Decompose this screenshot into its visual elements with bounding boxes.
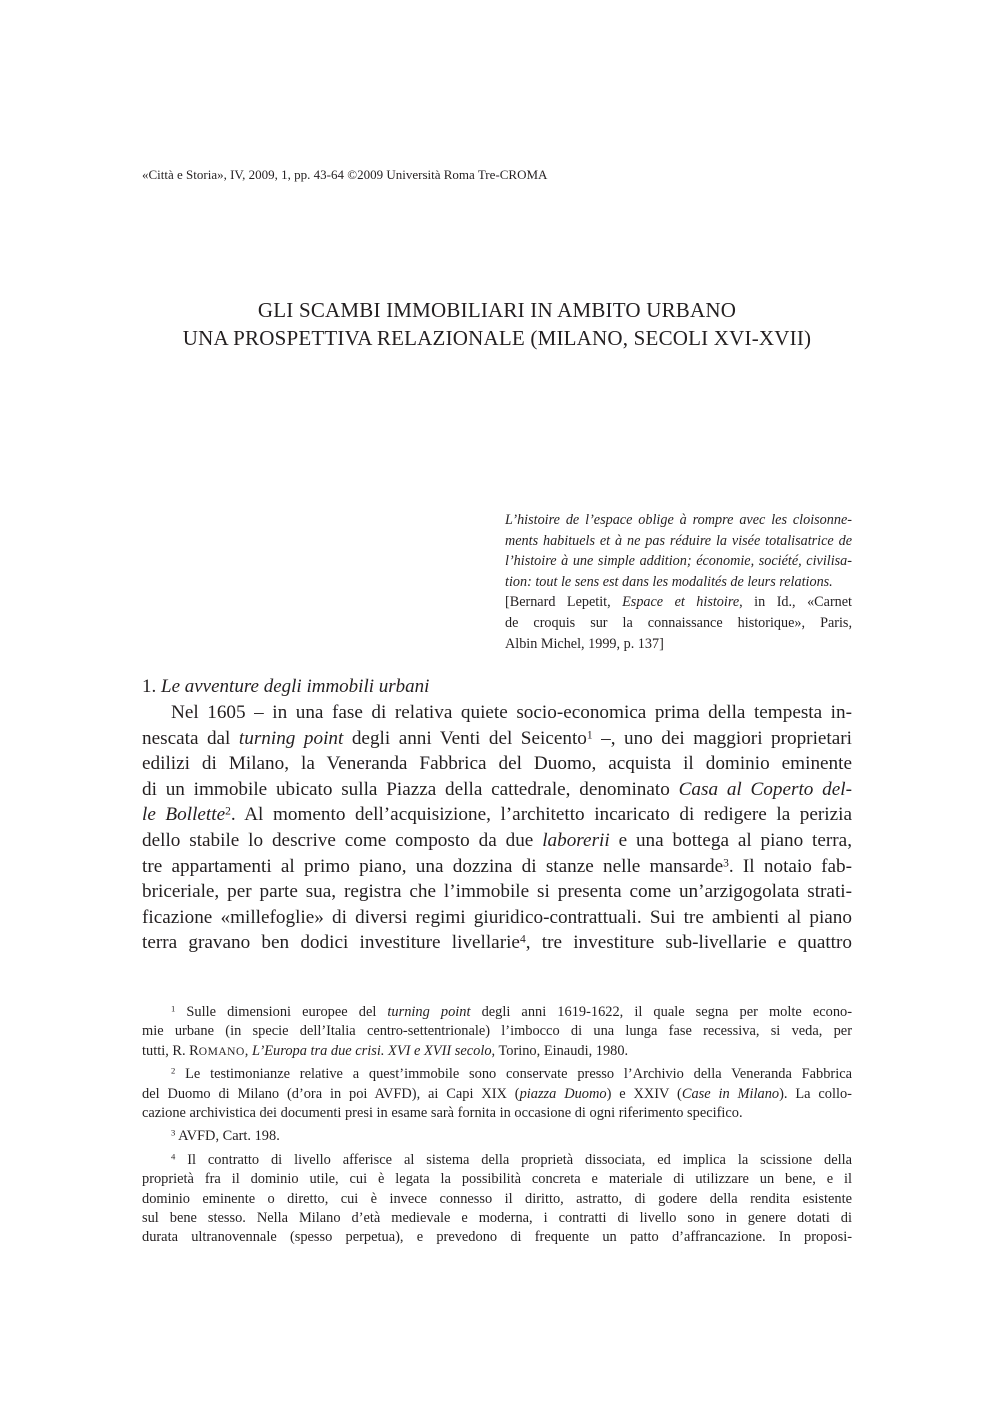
footnote-1: $^1$ Sulle dimensioni europee del turning point degli anni 1619-1622, il quale segna per molte econo-	[171, 1003, 853, 1020]
section-number: 1.	[142, 676, 161, 697]
footnote-ref: 4	[519, 933, 526, 946]
title-line-1: GLI SCAMBI IMMOBILIARI IN AMBITO URBANO	[257, 298, 737, 322]
epigraph-quote-line: ments habituels et à ne pas réduire la visée totalisatrice de	[505, 532, 852, 549]
footnote-line: dominio eminente o diretto, cui è invece connesso il diritto, astratto, di godere della rendita esistente	[142, 1190, 852, 1207]
footnote-line: sul bene stesso. Nella Milano d’età medievale e moderna, i contratti di livello sono in genere dotati di	[142, 1209, 852, 1226]
article-title	[142, 296, 852, 352]
footnote-line: proprietà fra il dominio utile, cui è legata la possibilità concreta e materiale di utilizzare un bene, e il	[142, 1171, 852, 1188]
body-line: Nel 1605 – in una fase di relativa quiete socio-economica prima della tempesta in-	[171, 702, 852, 723]
footnote-4: $^4$ Il contratto di livello afferisce al sistema della proprietà dissociata, ed implica la scissione della	[171, 1151, 852, 1168]
footnote-ref: 1	[586, 728, 593, 741]
footnote-ref: 3	[723, 856, 729, 869]
footnote-2: $^2$ Le testimonianze relative a quest’immobile sono conservate presso l’Archivio della Veneranda Fabbrica	[171, 1065, 852, 1083]
footnote-line: del Duomo di Milano (d’ora in poi AVFD), ai Capi XIX (piazza Duomo) e XXIV (Case in Milano). La collo-	[142, 1085, 852, 1102]
title-line-2: UNA PROSPETTIVA RELAZIONALE (MILANO, SECOLI XVI-XVII)	[182, 326, 812, 350]
section-heading	[142, 674, 429, 700]
footnotes	[142, 1003, 852, 1248]
body-line: tre appartamenti al primo piano, una dozzina di stanze nelle mansarde$^3$. Il notaio fab-	[142, 855, 852, 877]
epigraph	[505, 510, 852, 654]
epigraph-quote-line: l’histoire à une simple addition; économie, société, civilisa-	[505, 553, 852, 570]
footnote-line: mie urbane (in specie dell’Italia centro-settentrionale) l’imbocco di una lunga fase recessiva, si veda, per	[142, 1023, 852, 1040]
body-line: dello stabile lo descrive come composto da due laborerii e una bottega al piano terra,	[142, 829, 852, 851]
epigraph-source-line: Albin Michel, 1999, p. 137]	[505, 635, 664, 652]
epigraph-source-line: de croquis sur la connaissance historique», Paris,	[505, 614, 852, 631]
body-line: di un immobile ubicato sulla Piazza della cattedrale, denominato Casa al Coperto del-	[142, 778, 852, 800]
epigraph-quote-line: L’histoire de l’espace oblige à rompre avec les cloisonne-	[505, 512, 852, 528]
journal-citation: «Città e Storia», IV, 2009, 1, pp. 43-64 ©2009 Università Roma Tre-CROMA	[142, 167, 548, 182]
body-line: nescata dal turning point degli anni Venti del Seicento$^1$ –, uno dei maggiori proprietari	[142, 727, 852, 749]
epigraph-quote-line: tion: tout le sens est dans les modalités de leurs relations.	[505, 573, 833, 590]
footnote-line: tutti, R. ROMANO, L’Europa tra due crisi. XVI e XVII secolo, Torino, Einaudi, 1980.	[142, 1042, 629, 1059]
epigraph-source-line: [Bernard Lepetit, Espace et histoire, in Id., «Carnet	[505, 594, 852, 611]
body-line: edilizi di Milano, la Veneranda Fabbrica del Duomo, acquista il dominio eminente	[142, 753, 852, 775]
footnote-line: durata ultranovennale (spesso perpetua), e prevedono di frequente un patto d’affrancazione. In proposi-	[142, 1229, 852, 1246]
section-title: Le avventure degli immobili urbani	[161, 676, 430, 697]
body-line: le Bollette$^2$. Al momento dell’acquisizione, l’architetto incaricato di redigere la perizia	[142, 804, 852, 826]
body-line: ficazione «millefoglie» di diversi regimi giuridico-contrattuali. Sui tre ambienti al piano	[142, 906, 852, 928]
footnote-ref: 2	[225, 805, 231, 818]
body-line: briceriale, per parte sua, registra che l’immobile si presenta come un’arzigogolata strati-	[142, 881, 852, 903]
body-text	[142, 700, 852, 956]
footnote-line: cazione archivistica dei documenti presi in esame sarà fornita in occasione di ogni riferimento specifico.	[142, 1104, 743, 1121]
footnote-3: $^3$ AVFD, Cart. 198.	[171, 1128, 280, 1145]
body-line: terra gravano ben dodici investiture livellarie$^4$, tre investiture sub-livellarie e quattro	[142, 932, 852, 954]
epigraph-book-title: Espace et histoire	[622, 594, 740, 611]
